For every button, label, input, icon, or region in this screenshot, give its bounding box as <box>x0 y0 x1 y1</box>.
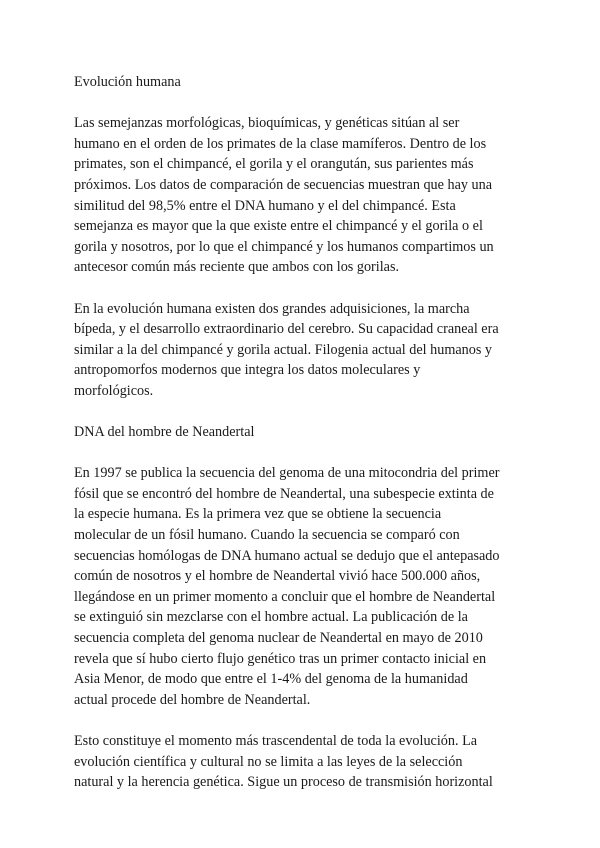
text-line: secuencias homólogas de DNA humano actual se dedujo que el antepasado <box>74 547 500 564</box>
text-line: semejanza es mayor que la que existe entre el chimpancé y el gorila o el <box>74 218 483 235</box>
text-line: morfológicos. <box>74 382 154 399</box>
text-line: natural y la herencia genética. Sigue un proceso de transmisión horizontal <box>74 774 493 791</box>
text-line: bípeda, y el desarrollo extraordinario del cerebro. Su capacidad craneal era <box>74 321 499 338</box>
text-line: evolución científica y cultural no se limita a las leyes de la selección <box>74 753 463 770</box>
text-line: En la evolución humana existen dos grandes adquisiciones, la marcha <box>74 300 470 317</box>
text-line: humano en el orden de los primates de la clase mamíferos. Dentro de los <box>74 135 487 152</box>
text-line: próximos. Los datos de comparación de secuencias muestran que hay una <box>74 176 493 193</box>
paragraph-neandertal <box>74 463 544 710</box>
text-line: Las semejanzas morfológicas, bioquímicas, y genéticas sitúan al ser <box>74 115 460 132</box>
text-line: antecesor común más reciente que ambos con los gorilas. <box>74 259 400 276</box>
text-line: secuencia completa del genoma nuclear de Neandertal en mayo de 2010 <box>74 630 483 647</box>
text-line: actual procede del hombre de Neandertal. <box>74 691 311 708</box>
text-line: primates, son el chimpancé, el gorila y el orangután, sus parientes más <box>74 156 474 173</box>
section-subtitle: DNA del hombre de Neandertal <box>74 424 255 441</box>
document-page <box>74 72 544 813</box>
text-line: antropomorfos modernos que integra los datos moleculares y <box>74 362 421 379</box>
text-line: Asia Menor, de modo que entre el 1-4% del genoma de la humanidad <box>74 671 468 688</box>
text-line: gorila y nosotros, por lo que el chimpancé y los humanos compartimos un <box>74 238 494 255</box>
text-line: En 1997 se publica la secuencia del genoma de una mitocondria del primer <box>74 465 500 482</box>
text-line: se extinguió sin mezclarse con el hombre actual. La publicación de la <box>74 609 468 626</box>
paragraph-cultural-evolution <box>74 731 544 793</box>
text-line: revela que sí hubo cierto flujo genético tras un primer contacto inicial en <box>74 650 487 667</box>
text-line: llegándose en un primer momento a concluir que el hombre de Neandertal <box>74 588 496 605</box>
text-line: fósil que se encontró del hombre de Neandertal, una subespecie extinta de <box>74 485 494 502</box>
paragraph-acquisitions <box>74 299 544 402</box>
paragraph-similarities <box>74 113 544 278</box>
document-title: Evolución humana <box>74 74 181 90</box>
text-line: común de nosotros y el hombre de Neandertal vivió hace 500.000 años, <box>74 568 481 585</box>
text-line: similitud del 98,5% entre el DNA humano y el del chimpancé. Esta <box>74 197 456 214</box>
text-line: la especie humana. Es la primera vez que se obtiene la secuencia <box>74 506 442 523</box>
text-line: similar a la del chimpancé y gorila actual. Filogenia actual del humanos y <box>74 341 492 358</box>
text-line: Esto constituye el momento más trascendental de toda la evolución. La <box>74 733 478 749</box>
text-line: molecular de un fósil humano. Cuando la secuencia se comparó con <box>74 527 460 544</box>
